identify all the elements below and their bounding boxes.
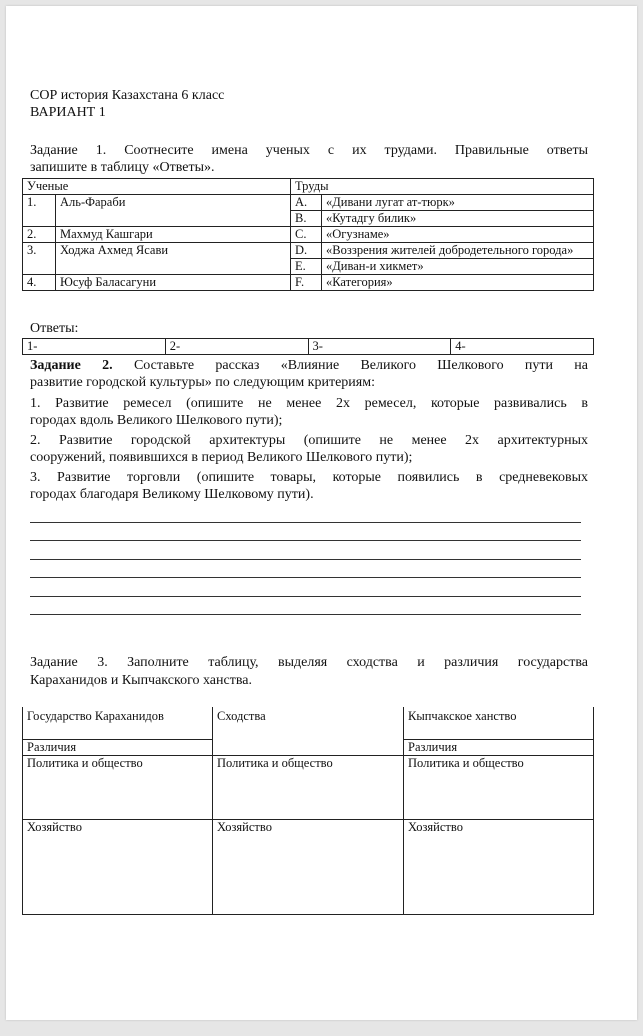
criterion-2b: сооружений, появившихся в период Великого Шелкового пути);	[30, 450, 413, 465]
criterion-3a: 3. Развитие торговли (опишите товары, которые появились в средневековых	[30, 470, 588, 485]
answer-cell[interactable]: 4-	[451, 339, 594, 355]
task2-heading: Задание 2.	[30, 358, 113, 373]
answer-cell[interactable]: 3-	[308, 339, 451, 355]
task1-intro-line2: запишите в таблицу «Ответы».	[30, 160, 215, 175]
task3-line2: Караханидов и Кыпчакского ханства.	[30, 673, 252, 688]
work-letter: F.	[291, 275, 322, 291]
work-letter: E.	[291, 259, 322, 275]
differences-label: Различия	[23, 739, 213, 755]
economy-cell[interactable]: Хозяйство	[213, 819, 404, 914]
answer-line[interactable]	[30, 559, 581, 560]
politics-cell[interactable]: Политика и общество	[23, 755, 213, 819]
criterion-2a: 2. Развитие городской архитектуры (опишите не менее 2х архитектурных	[30, 433, 588, 448]
scientist-num: 3.	[23, 243, 56, 275]
answer-cell[interactable]: 1-	[23, 339, 166, 355]
task2-line1	[30, 357, 588, 374]
criterion-1b: городах вдоль Великого Шелкового пути);	[30, 413, 283, 428]
work-title: «Дивани лугат ат-тюрк»	[322, 195, 594, 211]
answers-label: Ответы:	[30, 321, 79, 336]
comparison-table	[22, 707, 594, 915]
scientist-name: Махмуд Кашгари	[56, 227, 291, 243]
answer-cell[interactable]: 2-	[165, 339, 308, 355]
economy-cell[interactable]: Хозяйство	[404, 819, 594, 914]
variant-label: ВАРИАНТ 1	[30, 105, 106, 120]
document-page	[6, 6, 637, 1020]
answer-line[interactable]	[30, 540, 581, 541]
col-karakhanids: Государство Караханидов	[23, 707, 213, 739]
work-letter: A.	[291, 195, 322, 211]
politics-cell[interactable]: Политика и общество	[213, 755, 404, 819]
answer-line[interactable]	[30, 614, 581, 615]
economy-cell[interactable]: Хозяйство	[23, 819, 213, 914]
answers-table	[22, 338, 594, 355]
col-kipchak: Кыпчакское ханство	[404, 707, 594, 739]
answer-line[interactable]	[30, 522, 581, 523]
header-scientists: Ученые	[23, 179, 291, 195]
work-title: «Диван-и хикмет»	[322, 259, 594, 275]
work-title: «Воззрения жителей добродетельного города»	[322, 243, 594, 259]
scientist-name: Ходжа Ахмед Ясави	[56, 243, 291, 275]
col-similarities: Сходства	[213, 707, 404, 755]
task3-line1: Задание 3. Заполните таблицу, выделяя сходства и различия государства	[30, 655, 588, 670]
work-title: «Огузнаме»	[322, 227, 594, 243]
task2-line2: развитие городской культуры» по следующим критериям:	[30, 375, 375, 390]
scientist-num: 1.	[23, 195, 56, 227]
differences-label: Различия	[404, 739, 594, 755]
work-letter: D.	[291, 243, 322, 259]
task2-text: Составьте рассказ «Влияние Великого Шелкового пути на	[133, 358, 589, 373]
work-title: «Категория»	[322, 275, 594, 291]
scientist-name: Аль-Фараби	[56, 195, 291, 227]
task1-match-table	[22, 178, 594, 291]
header-works: Труды	[291, 179, 594, 195]
work-letter: C.	[291, 227, 322, 243]
criterion-3b: городах благодаря Великому Шелковому пути).	[30, 487, 314, 502]
answer-line[interactable]	[30, 596, 581, 597]
scientist-num: 4.	[23, 275, 56, 291]
task1-intro-line1: Задание 1. Соотнесите имена ученых с их трудами. Правильные ответы	[30, 143, 588, 158]
criterion-1a: 1. Развитие ремесел (опишите не менее 2х ремесел, которые развивались в	[30, 396, 588, 411]
scientist-num: 2.	[23, 227, 56, 243]
politics-cell[interactable]: Политика и общество	[404, 755, 594, 819]
doc-title: СОР история Казахстана 6 класс	[30, 88, 225, 103]
answer-line[interactable]	[30, 577, 581, 578]
scientist-name: Юсуф Баласагуни	[56, 275, 291, 291]
work-letter: B.	[291, 211, 322, 227]
work-title: «Кутадгу билик»	[322, 211, 594, 227]
